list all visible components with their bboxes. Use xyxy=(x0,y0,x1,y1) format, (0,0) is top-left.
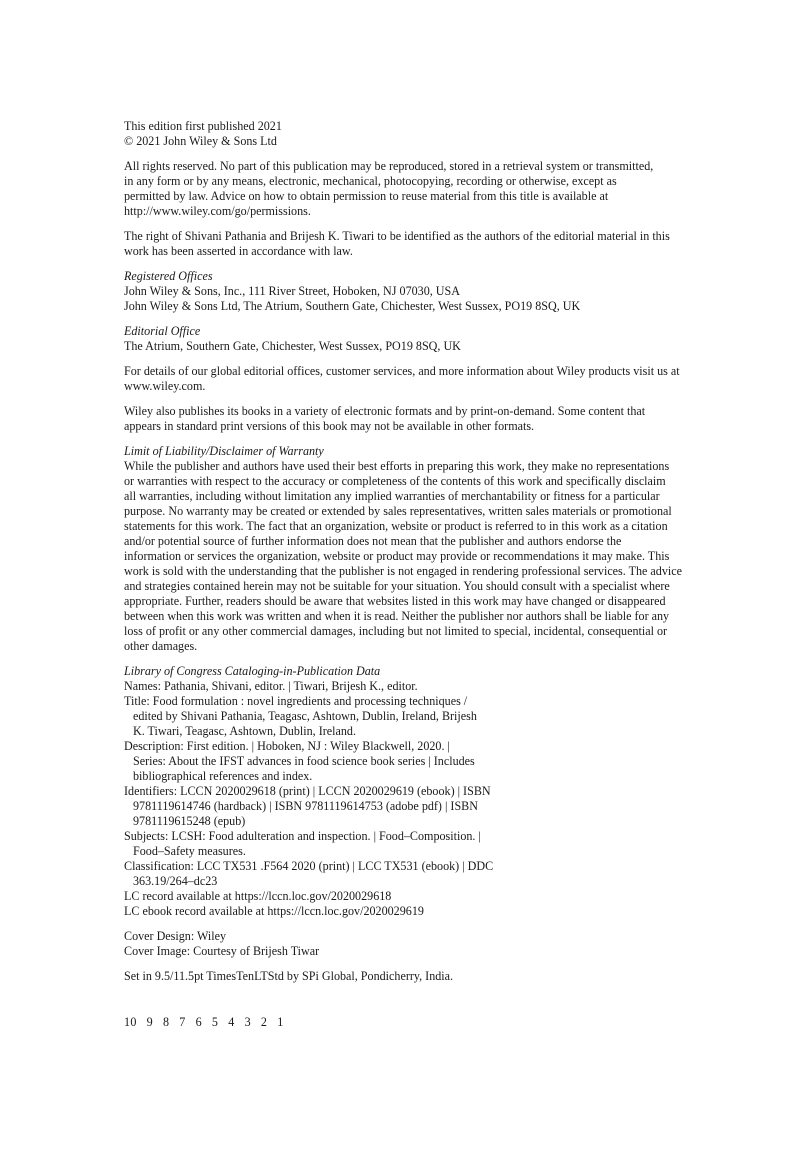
cip-description-continued: Series: About the IFST advances in food science book series | Includes xyxy=(133,754,475,768)
cip-lc-ebook-record: LC ebook record available at https://lccn.loc.gov/2020029619 xyxy=(124,904,424,918)
cover-image-line: Cover Image: Courtesy of Brijesh Tiwar xyxy=(124,944,320,958)
cip-names: Names: Pathania, Shivani, editor. | Tiwari, Brijesh K., editor. xyxy=(124,679,418,693)
cip-identifiers: Identifiers: LCCN 2020029618 (print) | LCCN 2020029619 (ebook) | ISBN xyxy=(124,784,491,798)
rights-line: in any form or by any means, electronic, mechanical, photocopying, recording or otherwise, except as xyxy=(124,174,617,188)
details-line: For details of our global editorial offices, customer services, and more information about Wiley products visit us at xyxy=(124,364,680,378)
rights-block xyxy=(124,159,714,219)
office-address-line: John Wiley & Sons, Inc., 111 River Street, Hoboken, NJ 07030, USA xyxy=(124,284,460,298)
copyright-line: © 2021 John Wiley & Sons Ltd xyxy=(124,134,277,148)
warranty-line: appropriate. Further, readers should be aware that websites listed in this work may have changed or disappeared xyxy=(124,594,666,608)
cip-classification: Classification: LCC TX531 .F564 2020 (print) | LCC TX531 (ebook) | DDC xyxy=(124,859,494,873)
warranty-line: between when this work was written and when it is read. Neither the publisher nor authors shall be liable for any xyxy=(124,609,670,623)
copyright-page xyxy=(124,119,714,1030)
warranty-block xyxy=(124,444,714,654)
cip-title: Title: Food formulation : novel ingredients and processing techniques / xyxy=(124,694,468,708)
cip-identifiers-continued: 9781119614746 (hardback) | ISBN 9781119614753 (adobe pdf) | ISBN xyxy=(133,799,478,813)
warranty-line: loss of profit or any other commercial damages, including but not limited to special, incidental, consequential or xyxy=(124,624,668,638)
moral-right-line: The right of Shivani Pathania and Brijesh K. Tiwari to be identified as the authors of the editorial material in this xyxy=(124,229,670,243)
warranty-line: work is sold with the understanding that the publisher is not engaged in rendering professional services. The advice xyxy=(124,564,682,578)
warranty-line: While the publisher and authors have used their best efforts in preparing this work, they make no representations xyxy=(124,459,670,473)
typeset-line: Set in 9.5/11.5pt TimesTenLTStd by SPi Global, Pondicherry, India. xyxy=(124,969,454,983)
moral-right-line: work has been asserted in accordance with law. xyxy=(124,244,353,258)
warranty-heading: Limit of Liability/Disclaimer of Warranty xyxy=(124,444,324,458)
warranty-line: or warranties with respect to the accuracy or completeness of the contents of this work and specifically disclaim xyxy=(124,474,666,488)
warranty-line: other damages. xyxy=(124,639,198,653)
cip-subjects-continued: Food–Safety measures. xyxy=(133,844,246,858)
formats-block xyxy=(124,404,714,434)
rights-line: permitted by law. Advice on how to obtain permission to reuse material from this title is available at xyxy=(124,189,609,203)
cip-lc-record: LC record available at https://lccn.loc.gov/2020029618 xyxy=(124,889,392,903)
cip-description-continued: bibliographical references and index. xyxy=(133,769,313,783)
cip-identifiers-continued: 9781119615248 (epub) xyxy=(133,814,246,828)
cip-block xyxy=(124,664,714,919)
warranty-line: and/or potential source of further information does not mean that the publisher and authors endorse the xyxy=(124,534,622,548)
cip-classification-continued: 363.19/264–dc23 xyxy=(133,874,218,888)
cip-title-continued: edited by Shivani Pathania, Teagasc, Ashtown, Dublin, Ireland, Brijesh xyxy=(133,709,477,723)
registered-offices-block xyxy=(124,269,714,314)
cover-design-line: Cover Design: Wiley xyxy=(124,929,227,943)
warranty-line: statements for this work. The fact that an organization, website or product is referred to in this work as a citation xyxy=(124,519,668,533)
edition-block xyxy=(124,119,714,149)
cover-block xyxy=(124,929,714,959)
moral-right-block xyxy=(124,229,714,259)
details-line: www.wiley.com. xyxy=(124,379,206,393)
office-address-line: The Atrium, Southern Gate, Chichester, West Sussex, PO19 8SQ, UK xyxy=(124,339,461,353)
formats-line: Wiley also publishes its books in a variety of electronic formats and by print-on-demand. Some content that xyxy=(124,404,646,418)
warranty-line: purpose. No warranty may be created or extended by sales representatives, written sales materials or promotional xyxy=(124,504,672,518)
rights-line: All rights reserved. No part of this publication may be reproduced, stored in a retrieval system or transmitted, xyxy=(124,159,654,173)
formats-line: appears in standard print versions of this book may not be available in other formats. xyxy=(124,419,535,433)
cip-subjects: Subjects: LCSH: Food adulteration and inspection. | Food–Composition. | xyxy=(124,829,481,843)
editorial-office-block xyxy=(124,324,714,354)
warranty-line: information or services the organization, website or product may provide or recommendations it may make. This xyxy=(124,549,670,563)
typeset-block xyxy=(124,969,714,984)
office-address-line: John Wiley & Sons Ltd, The Atrium, Southern Gate, Chichester, West Sussex, PO19 8SQ, UK xyxy=(124,299,581,313)
warranty-line: all warranties, including without limitation any implied warranties of merchantability or fitness for a particular xyxy=(124,489,660,503)
details-block xyxy=(124,364,714,394)
print-line: 10 9 8 7 6 5 4 3 2 1 xyxy=(124,1015,284,1029)
warranty-line: and strategies contained herein may not be suitable for your situation. You should consult with a specialist where xyxy=(124,579,670,593)
registered-offices-heading: Registered Offices xyxy=(124,269,213,283)
cip-title-continued: K. Tiwari, Teagasc, Ashtown, Dublin, Ireland. xyxy=(133,724,356,738)
first-published-line: This edition first published 2021 xyxy=(124,119,282,133)
rights-line: http://www.wiley.com/go/permissions. xyxy=(124,204,311,218)
cip-heading: Library of Congress Cataloging-in-Publication Data xyxy=(124,664,381,678)
cip-description: Description: First edition. | Hoboken, NJ : Wiley Blackwell, 2020. | xyxy=(124,739,450,753)
editorial-office-heading: Editorial Office xyxy=(124,324,201,338)
